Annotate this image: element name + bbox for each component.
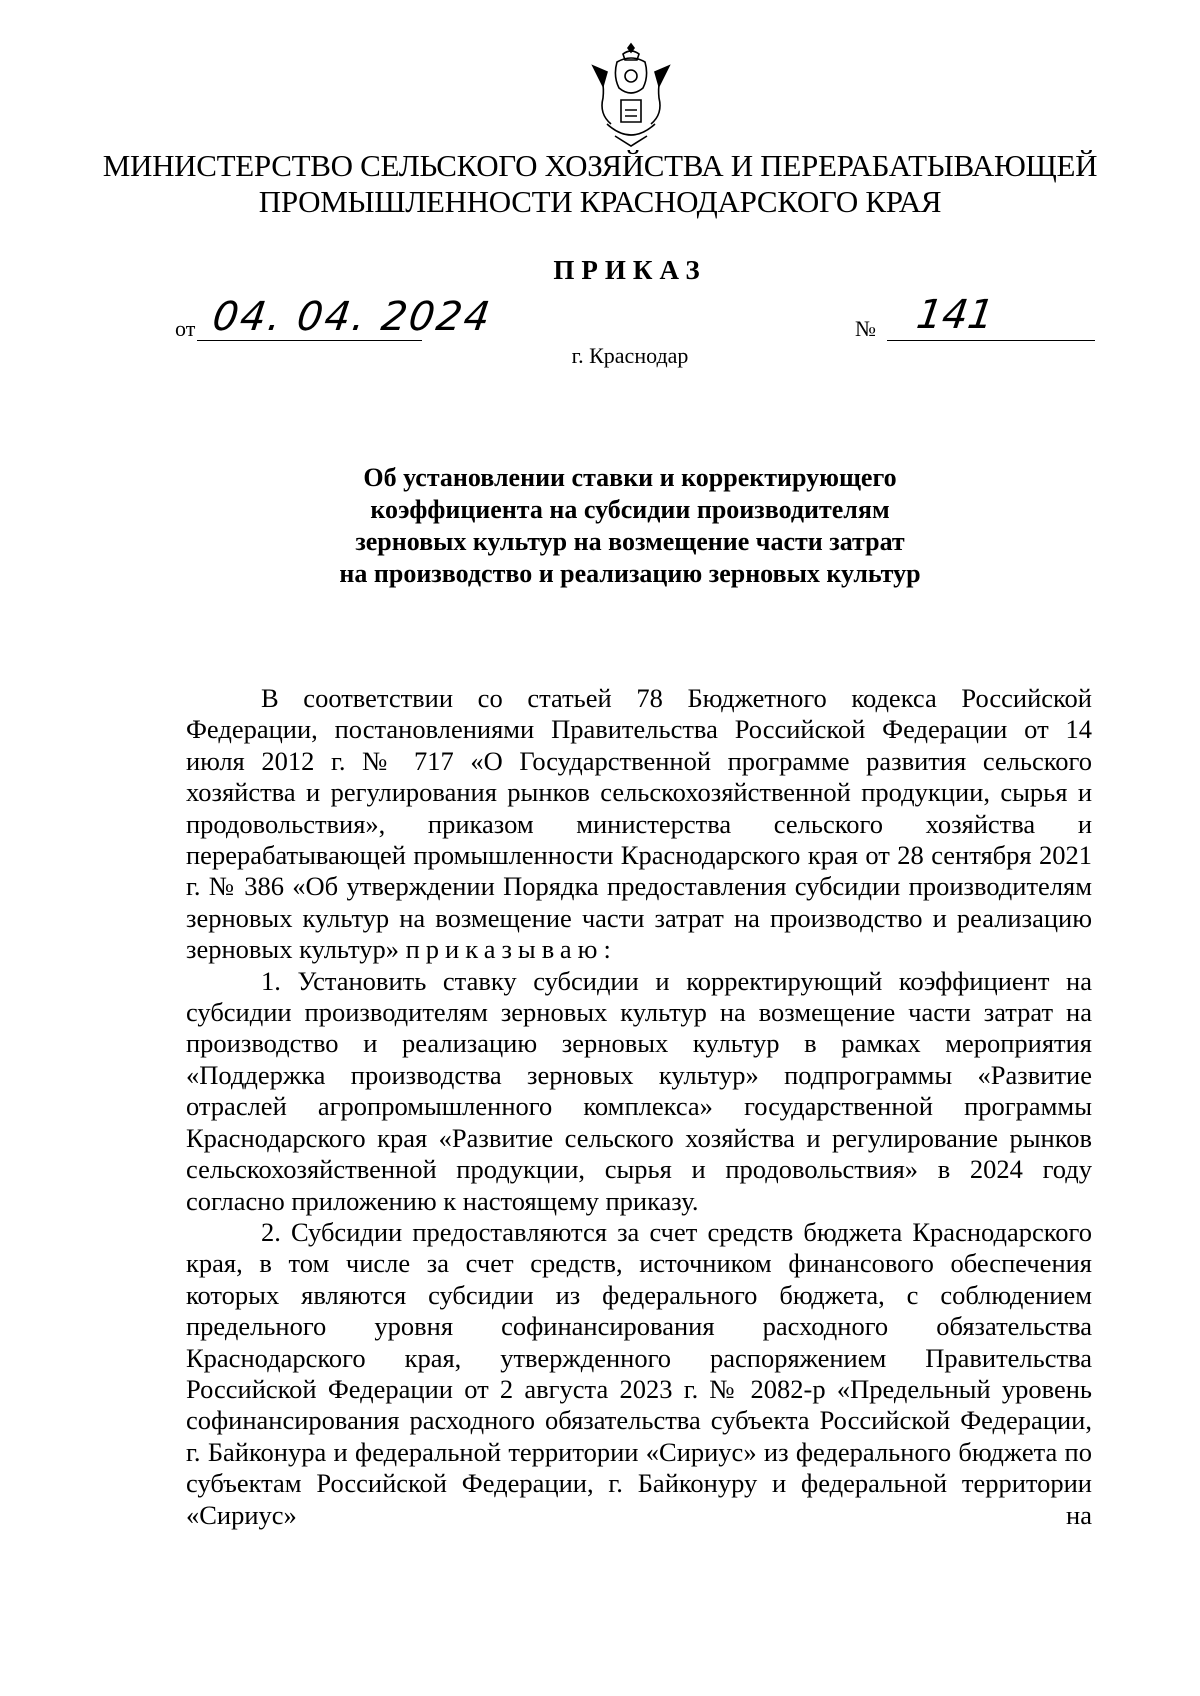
number-underline (887, 340, 1095, 341)
title-line3: зерновых культур на возмещение части затрат (355, 527, 905, 556)
document-title (250, 462, 1010, 590)
handwritten-number: 141 (913, 292, 997, 338)
title-line2: коэффициента на субсидии производителям (370, 495, 890, 524)
date-underline (197, 340, 422, 341)
date-prefix: от (175, 316, 196, 341)
document-type: ПРИКАЗ (553, 255, 707, 285)
coat-of-arms-emblem (587, 40, 675, 152)
ministry-name-line1: МИНИСТЕРСТВО СЕЛЬСКОГО ХОЗЯЙСТВА И ПЕРЕРАБАТЫВАЮЩЕЙ (102, 148, 1098, 183)
preamble-paragraph (186, 683, 1092, 966)
title-line4: на производство и реализацию зерновых культур (339, 559, 921, 588)
title-line1: Об установлении ставки и корректирующего (363, 463, 897, 492)
ministry-name-line2: ПРОМЫШЛЕННОСТИ КРАСНОДАРСКОГО КРАЯ (258, 184, 942, 219)
date-number-row (175, 292, 1095, 343)
order-word: приказываю: (405, 934, 617, 965)
city: г. Краснодар (571, 343, 689, 368)
item-1-paragraph: 1. Установить ставку субсидии и корректирующий коэффициент на субсидии производителям зерновых культур на возмещение части затрат на производство и реализацию зерновых культур в рамках мероприятия «Поддержка производства зерновых культур» подпрограммы «Развитие отраслей агропромышленного комплекса» государственной программы Краснодарского края «Развитие сельского хозяйства и регулирование рынков сельскохозяйственной продукции, сырья и продовольствия» в 2024 году согласно приложению к настоящему приказу. (186, 965, 1092, 1216)
item-2-paragraph: 2. Субсидии предоставляются за счет средств бюджета Краснодарского края, в том числе за счет средств, источником финансового обеспечения которых являются субсидии из федерального бюджета, с соблюдением предельного уровня софинансирования расходного обязательства Краснодарского края, утвержденного распоряжением Правительства Российской Федерации от 2 августа 2023 г. № 2082-р «Предельный уровень софинансирования расходного обязательства субъекта Российской Федерации, г. Байконура и федеральной территории «Сириус» из федерального бюджета по субъектам Российской Федерации, г. Байконуру и федеральной территории «Сириус» на (186, 1216, 1092, 1530)
number-prefix: № (855, 316, 876, 341)
document-body (186, 683, 1092, 1531)
preamble-text: В соответствии со статьей 78 Бюджетного кодекса Российской Федерации, постановлениями Правительства Российской Федерации от 14 июля 2012 г. № 717 «О Государственной программе развития сельского хозяйства и регулирования рынков сельскохозяйственной продукции, сырья и продовольствия», приказом министерства сельского хозяйства и перерабатывающей промышленности Краснодарского края от 28 сентября 2021 г. № 386 «Об утверждении Порядка предоставления субсидии производителям зерновых культур на возмещение части затрат на производство и реализацию зерновых культур» (186, 683, 1092, 965)
handwritten-date: 04. 04. 2024 (209, 294, 495, 340)
ministry-name (100, 148, 1100, 220)
